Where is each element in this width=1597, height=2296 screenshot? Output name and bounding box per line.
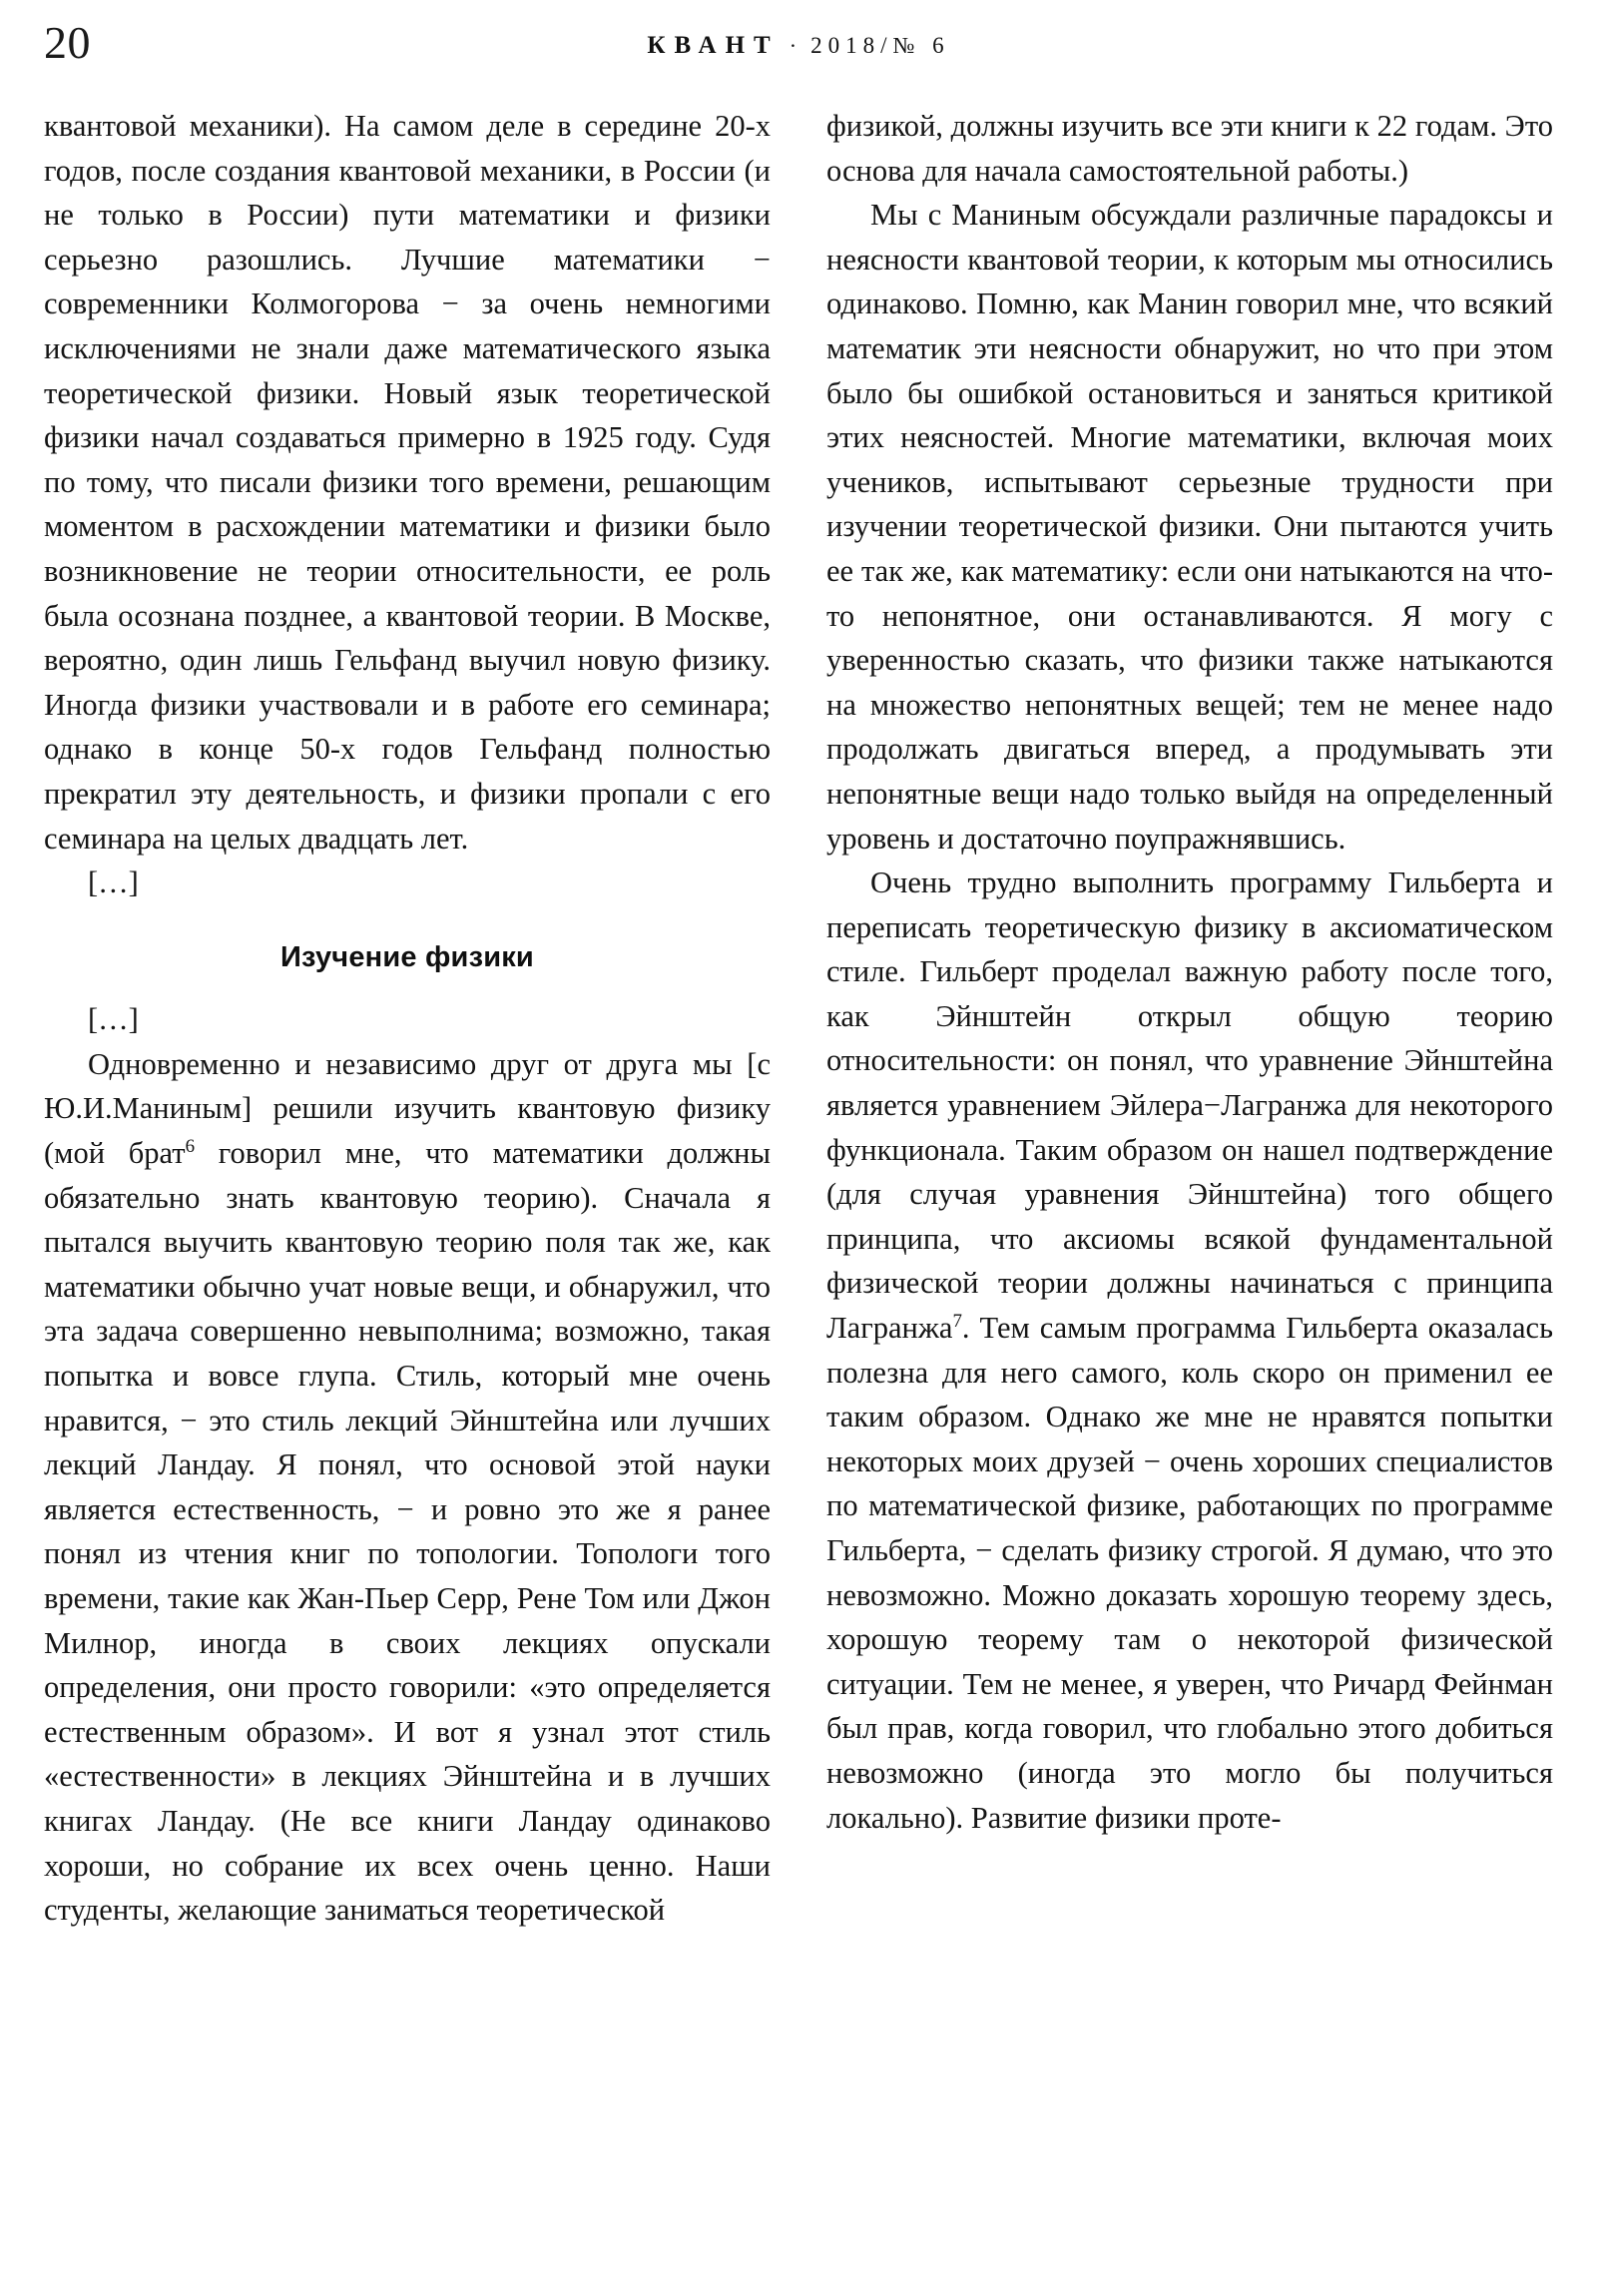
paragraph-text-part-1: Одновременно и независимо друг от друга мы [с Ю.И.Маниным] решили изучить квантовую физику (мой брат xyxy=(44,1046,771,1171)
section-heading: Изучение физики xyxy=(280,940,534,973)
paragraph-continuation-right: физикой, должны изучить все эти книги к 22 годам. Это основа для начала самостоятельной работы.) xyxy=(826,109,1553,188)
footnote-ref-6[interactable]: 6 xyxy=(185,1135,196,1157)
page-number: 20 xyxy=(44,17,91,68)
ellipsis-marker-2: […] xyxy=(88,1002,139,1037)
paragraph-continuation: квантовой механики). На самом деле в середине 20-х годов, после создания квантовой механики, в России (и не только в России) пути математики и физики серьезно разошлись. Лучшие математики − современники Колмогорова − за очень немногими исключениями не знали даже математического языка теоретической физики. Новый язык теоретической физики начал создаваться примерно в 1925 году. Судя по тому, что писали физики того времени, решающим моментом в расхождении математики и физики было возникновение не теории относительности, ее роль была осознана позднее, а квантовой теории. В Москве, вероятно, один лишь Гельфанд выучил новую физику. Иногда физики участвовали и в работе его семинара; однако в конце 50-х годов Гельфанд полностью прекратил эту деятельность, и физики пропали с его семинара на целых двадцать лет. xyxy=(44,109,771,856)
header-separator: · xyxy=(789,33,805,58)
paragraph-text-part-1: Очень трудно выполнить программу Гильберта и переписать теоретическую физику в аксиоматическом стиле. Гильберт проделал важную работу после того, как Эйнштейн открыл общую теорию относительности: он понял, что уравнение Эйнштейна является уравнением Эйлера−Лагранжа для некоторого функционала. Таким образом он нашел подтверждение (для случая уравнения Эйнштейна) того общего принципа, что аксиомы всякой фундаментальной физической теории должны начинаться с принципа Лагранжа xyxy=(826,865,1553,1346)
paragraph-manin-discussions: Мы с Маниным обсуждали различные парадоксы и неясности квантовой теории, к которым мы относились одинаково. Помню, как Манин говорил мне, что всякий математик эти неясности обнаружит, но что при этом было бы ошибкой остановиться и заняться критикой этих неясностей. Многие математики, включая моих учеников, испытывают серьезные трудности при изучении теоретической физики. Они пытаются учить ее так же, как математику: если они натыкаются на что-то непонятное, они останавливаются. Я могу с уверенностью сказать, что физики также натыкаются на множество непонятных вещей; тем не менее надо продолжать двигаться вперед, а продумывать эти непонятные вещи надо только выйдя на определенный уровень и достаточно поупражнявшись. xyxy=(826,198,1553,856)
running-head xyxy=(44,17,1553,84)
text-columns xyxy=(44,104,1553,2280)
journal-title: КВАНТ xyxy=(647,32,780,59)
footnote-ref-7[interactable]: 7 xyxy=(952,1310,962,1332)
paragraph-text-part-2: . Тем самым программа Гильберта оказалась полезна для него самого, коль скоро он применил ее таким образом. Однако же мне не нравятся попытки некоторых моих друзей − очень хороших специалистов по математической физике, работающих по программе Гильберта, − сделать физику строгой. Я думаю, что это невозможно. Можно доказать хорошую теорему здесь, хорошую теорему там о некоторой физической ситуации. Тем не менее, я уверен, что Ричард Фейнман был прав, когда говорил, что глобально этого добиться невозможно (иногда это могло бы получиться локально). Развитие физики проте- xyxy=(826,1311,1553,1835)
paragraph-studying-physics xyxy=(44,1042,771,1933)
left-column xyxy=(44,104,771,2280)
paragraph-text-part-2: говорил мне, что математики должны обязательно знать квантовую теорию). Сначала я пытался выучить квантовую теорию поля так же, как математики обычно учат новые вещи, и обнаружил, что эта задача совершенно невыполнима; возможно, такая попытка и вовсе глупа. Стиль, который мне очень нравится, − это стиль лекций Эйнштейна или лучших лекций Ландау. Я понял, что основой этой науки является естественность, − и ровно это же я ранее понял из чтения книг по топологии. Топологи того времени, такие как Жан-Пьер Серр, Рене Том или Джон Милнор, иногда в своих лекциях опускали определения, они просто говорили: «это определяется естественным образом». И вот я узнал этот стиль «естественности» в лекциях Эйнштейна и в лучших книгах Ландау. (Не все книги Ландау одинаково хороши, но собрание их всех очень ценно. Наши студенты, желающие заниматься теоретической xyxy=(44,1136,771,1928)
right-column xyxy=(826,104,1553,2280)
journal-header xyxy=(44,32,1553,60)
paragraph-hilbert-program xyxy=(826,861,1553,1840)
ellipsis-marker-1: […] xyxy=(88,865,139,900)
journal-issue: 2018/№ 6 xyxy=(810,33,950,58)
